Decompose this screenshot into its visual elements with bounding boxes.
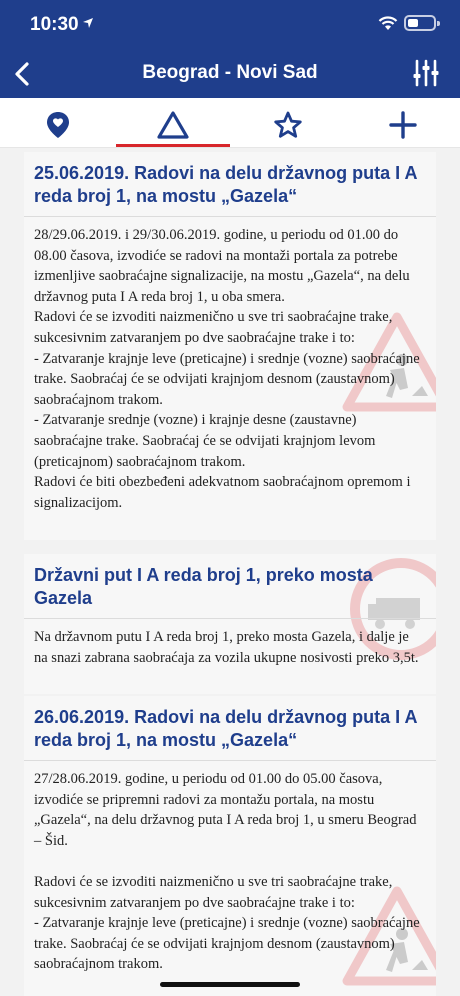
star-icon [272,110,304,140]
battery-icon [404,15,436,31]
tab-bar [0,98,460,148]
item-title: Državni put I A reda broj 1, preko mosta Gazela [24,554,436,619]
tab-warnings[interactable] [115,98,230,148]
page-title: Beograd - Novi Sad [142,62,318,83]
sliders-icon [412,58,440,88]
list-item[interactable] [24,696,436,996]
filter-button[interactable] [412,58,440,88]
active-tab-indicator [116,144,230,147]
item-title: 26.06.2019. Radovi na delu državnog puta I A reda broj 1, na mostu „Gazela“ [24,696,436,761]
list-item[interactable] [24,554,436,694]
plus-icon [387,110,419,140]
location-arrow-icon [82,16,94,34]
map-pin-heart-icon [42,110,74,140]
list-item[interactable] [24,152,436,540]
warning-triangle-icon [156,110,190,140]
item-title: 25.06.2019. Radovi na delu državnog puta I A reda broj 1, na mostu „Gazela“ [24,152,436,217]
tab-my-places[interactable] [0,98,115,148]
item-body: Na državnom putu I A reda broj 1, preko mosta Gazela, i dalje je na snazi zabrana saobraćaja za vozila ukupne nosivosti preko 3,5t. [34,629,419,666]
top-app-bar [0,0,460,98]
wifi-icon [378,16,398,36]
item-body: 28/29.06.2019. i 29/30.06.2019. godine, u periodu od 01.00 do 08.00 časova, izvodiće se radovi na montaži portala za potrebe izmenljive saobraćajne signalizacije, na mostu „Gazela“, na delu državnog puta I A reda broj 1, u oba smera. Radovi će se izvoditi naizmenično u sve tri saobraćajne trake, sukcesivnim zatvaranjem po dve saobraćajne trake i to: - Zatvaranje krajnje leve (preticajne) i srednje (vozne) saobraćajne trake. Saobraćaj će se odvijati krajnjom desnom (zaustavnom) saobraćajnom trakom. - Zatvaranje srednje (vozne) i krajnje desne (zaustavne) saobraćajne trake. Saobraćaj će se odvijati krajnjom levom (preticajnom) saobraćajnom trakom. Radovi će biti obezbeđeni adekvatnom saobraćajnom opremom i signalizacijom. [34,227,420,511]
status-time: 10:30 [30,14,79,35]
item-body: 27/28.06.2019. godine, u periodu od 01.00 do 05.00 časova, izvodiće se pripremni radovi za montažu portala, na mostu „Gazela“, na delu državnog puta I A reda broj 1, u smeru Beograd – Šid. Radovi će se izvoditi naizmenično u sve tri saobraćajne trake, sukcesivnim zatvaranjem po dve saobraćajne trake i to: - Zatvaranje krajnje leve (preticajne) i srednje (vozne) saobraćajne trake. Saobraćaj će se odvijati krajnjom desnom (zaustavnom) saobraćajnom trakom. [34,771,420,973]
tab-add[interactable] [345,98,460,148]
tab-favorites[interactable] [230,98,345,148]
warnings-list[interactable] [0,148,460,996]
